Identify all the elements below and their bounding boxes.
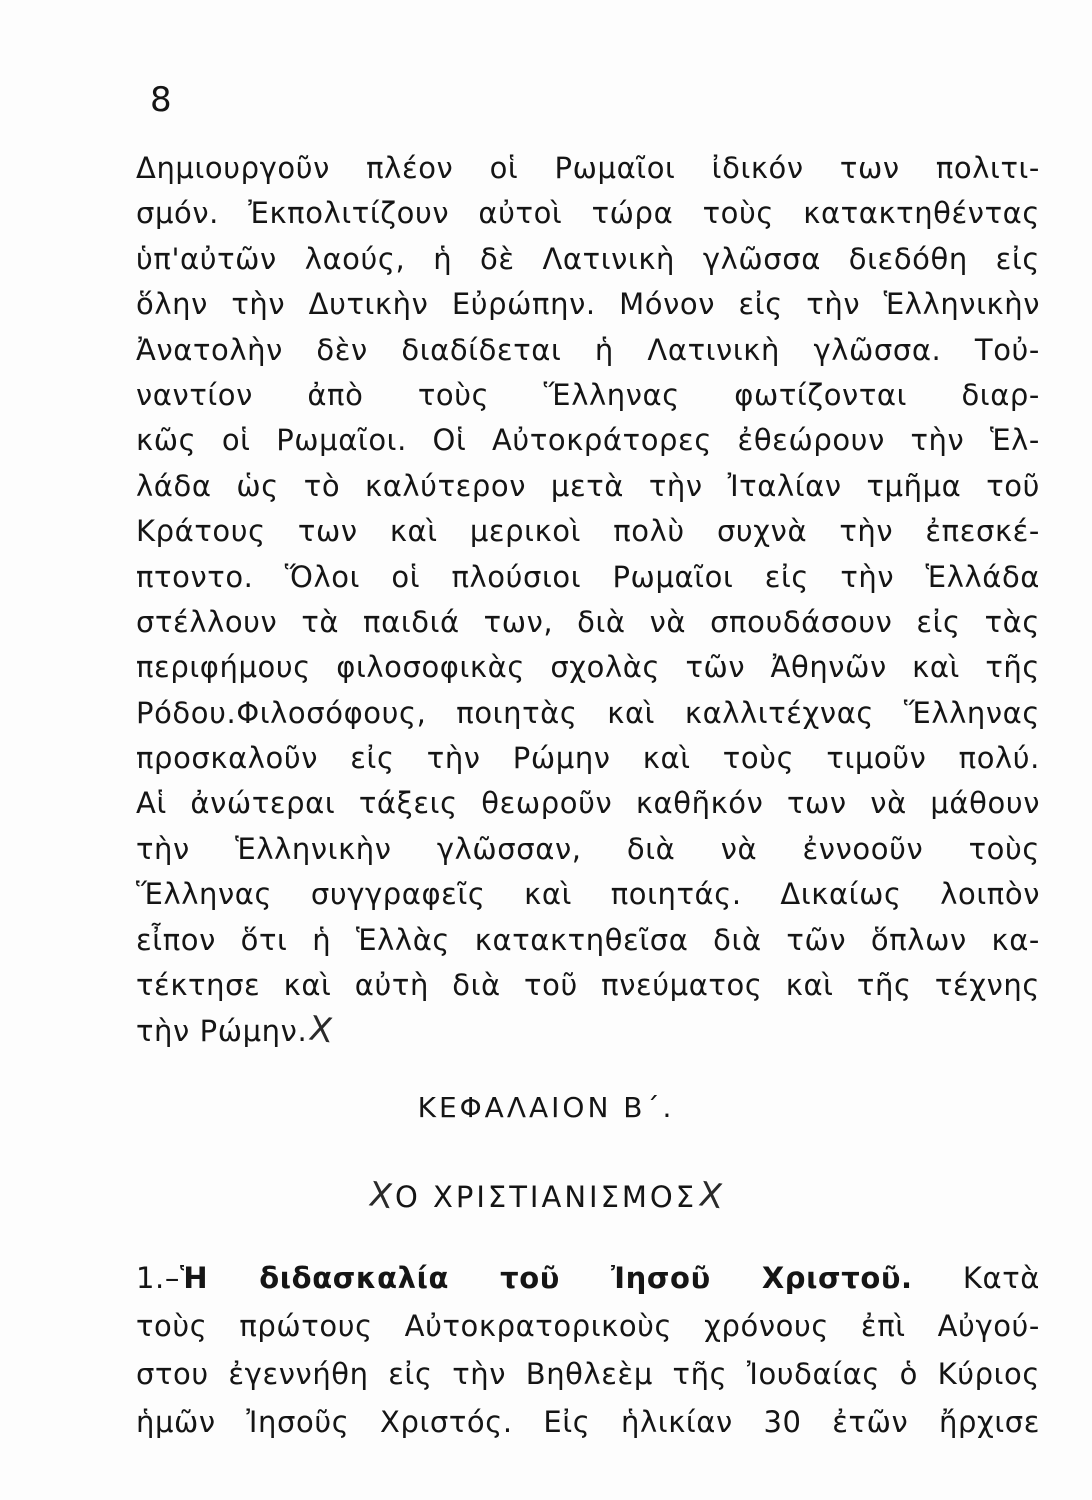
chapter-title — [0, 1176, 1092, 1217]
section-heading-tail: Κατὰ — [962, 1261, 1040, 1295]
handwritten-x-mark-right: X — [696, 1174, 729, 1218]
chapter-label: ΚΕΦΑΛΑΙΟΝ Β΄. — [417, 1091, 675, 1124]
text-line: λάδα ὡς τὸ καλύτερον μετὰ τὴν Ἰταλίαν τμῆμα τοῦ — [136, 468, 1040, 503]
text-line: στου ἐγεννήθη εἰς τὴν Βηθλεὲμ τῆς Ἰουδαίας ὁ Κύριος — [136, 1357, 1040, 1391]
handwritten-x-mark-left: X — [365, 1174, 398, 1218]
text-line: πτοντο. Ὅλοι οἱ πλούσιοι Ρωμαῖοι εἰς τὴν Ἑλλάδα — [136, 559, 1040, 594]
text-line: εἶπον ὅτι ἡ Ἑλλὰς κατακτηθεῖσα διὰ τῶν ὅπλων κα- — [136, 922, 1040, 957]
text-line: ἡμῶν Ἰησοῦς Χριστός. Εἰς ἡλικίαν 30 ἐτῶν ἤρχισε — [136, 1405, 1040, 1439]
text-line: Ἀνατολὴν δὲν διαδίδεται ἡ Λατινικὴ γλῶσσα. Τοὐ- — [136, 332, 1040, 367]
text-line: τὴν Ἑλληνικὴν γλῶσσαν, διὰ νὰ ἐννοοῦν τοὺς — [136, 831, 1040, 866]
text-line: Ρόδου.Φιλοσόφους, ποιητὰς καὶ καλλιτέχνας Ἕλληνας — [136, 695, 1040, 730]
text-line: Κράτους των καὶ μερικοὶ πολὺ συχνὰ τὴν ἐπεσκέ- — [136, 514, 1040, 549]
body-paragraph — [136, 146, 1040, 1054]
text-line: προσκαλοῦν εἰς τὴν Ρώμην καὶ τοὺς τιμοῦν πολύ. — [136, 741, 1040, 776]
text-line: Αἱ ἀνώτεραι τάξεις θεωροῦν καθῆκόν των νὰ μάθουν — [136, 786, 1040, 821]
text-line: ναντίον ἀπὸ τοὺς Ἕλληνας φωτίζονται διαρ- — [136, 377, 1040, 412]
text-line: Δημιουργοῦν πλέον οἱ Ρωμαῖοι ἰδικόν των πολιτι- — [136, 151, 1040, 185]
handwritten-x-mark: X — [306, 1008, 336, 1052]
section-one — [136, 1254, 1040, 1446]
text-line: τοὺς πρώτους Αὐτοκρατορικοὺς χρόνους ἐπὶ Αὐγού- — [136, 1309, 1040, 1343]
text-line: στέλλουν τὰ παιδιά των, διὰ νὰ σπουδάσουν εἰς τὰς — [136, 604, 1040, 639]
chapter-title-text: Ο ΧΡΙΣΤΙΑΝΙΣΜΟΣ — [394, 1180, 698, 1214]
text-line-last-content: τὴν Ρώμην. — [136, 1014, 308, 1049]
text-line: ὅλην τὴν Δυτικὴν Εὐρώπην. Μόνον εἰς τὴν Ἑλληνικὴν — [136, 287, 1040, 322]
text-line: σμόν. Ἐκπολιτίζουν αὐτοὶ τώρα τοὺς κατακτηθέντας — [136, 196, 1040, 231]
text-line-last — [136, 1008, 1040, 1053]
text-line: περιφήμους φιλοσοφικὰς σχολὰς τῶν Ἀθηνῶν καὶ τῆς — [136, 650, 1040, 685]
text-line: κῶς οἱ Ρωμαῖοι. Οἱ Αὐτοκράτορες ἐθεώρουν τὴν Ἑλ- — [136, 423, 1040, 458]
text-line: τέκτησε καὶ αὐτὴ διὰ τοῦ πνεύματος καὶ τῆς τέχνης — [136, 968, 1040, 1003]
page-number: 8 — [150, 80, 172, 120]
section-heading: Ἡ διδασκαλία τοῦ Ἰησοῦ Χριστοῦ. — [179, 1261, 913, 1295]
text-line: Ἕλληνας συγγραφεῖς καὶ ποιητάς. Δικαίως λοιπὸν — [136, 877, 1040, 912]
text-line: ὑπ'αὐτῶν λαούς, ἡ δὲ Λατινικὴ γλῶσσα διεδόθη εἰς — [136, 241, 1040, 276]
section-number: 1.– — [136, 1261, 180, 1295]
section-heading-line — [136, 1254, 1040, 1302]
